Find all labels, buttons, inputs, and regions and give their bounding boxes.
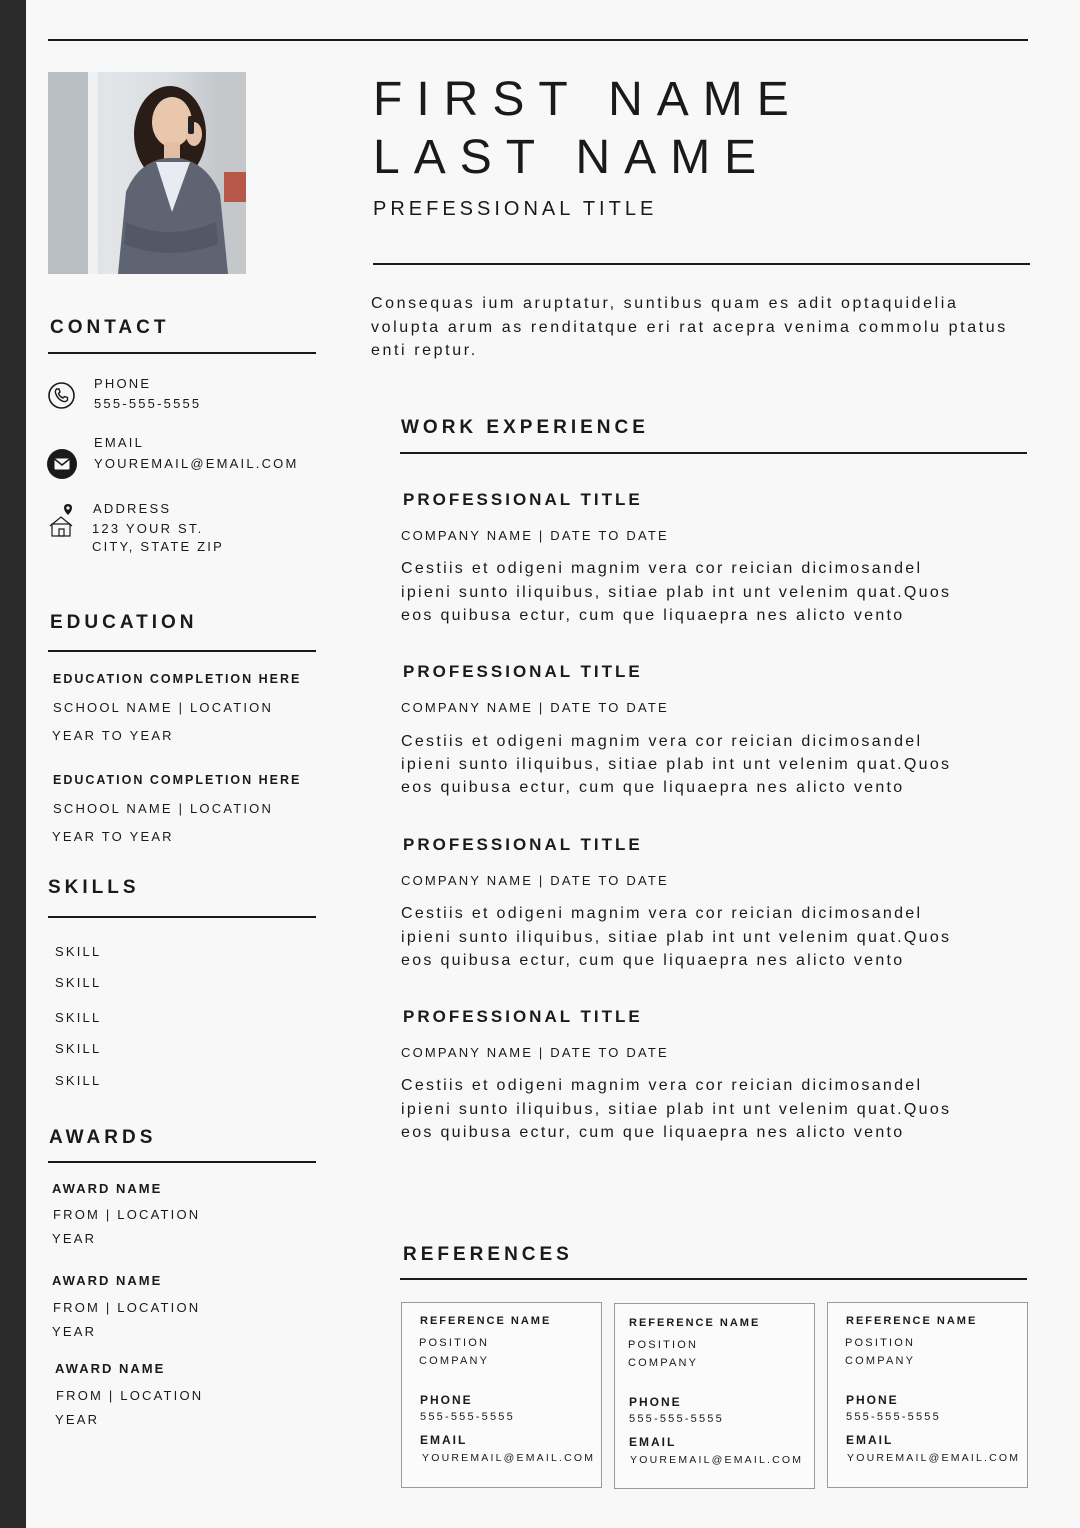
award-from: FROM | LOCATION [53,1207,201,1222]
job-description-line: Cestiis et odigeni magnim vera cor reician dicimosandel [401,1077,923,1094]
reference-company: COMPANY [845,1355,916,1367]
header-rule [373,263,1030,265]
award-from: FROM | LOCATION [56,1388,204,1403]
contact-heading: CONTACT [50,317,170,338]
address-line1: 123 YOUR ST. [92,521,204,536]
reference-phone[interactable]: 555-555-5555 [420,1411,515,1423]
education-years: YEAR TO YEAR [52,728,174,743]
reference-name: REFERENCE NAME [420,1315,552,1327]
skills-heading: SKILLS [48,877,140,898]
address-icon [48,502,76,543]
reference-position: POSITION [845,1337,916,1349]
education-rule [48,650,316,652]
job-title: PROFESSIONAL TITLE [403,490,643,509]
reference-phone-label: PHONE [629,1395,682,1409]
education-title: EDUCATION COMPLETION HERE [53,672,302,686]
skill-item: SKILL [55,1010,102,1025]
education-school: SCHOOL NAME | LOCATION [53,801,274,816]
reference-card [401,1302,602,1488]
education-years: YEAR TO YEAR [52,829,174,844]
last-name: LAST NAME [373,131,771,184]
award-name: AWARD NAME [52,1273,163,1288]
job-description-line: Cestiis et odigeni magnim vera cor reician dicimosandel [401,560,923,577]
reference-card [614,1303,815,1489]
reference-email[interactable]: YOUREMAIL@EMAIL.COM [847,1452,1021,1464]
phone-icon [47,381,76,415]
job-description-line: ipieni sunto iliquibus, sitiae plab int unt velenim quat.Quos [401,756,952,773]
award-name: AWARD NAME [52,1181,163,1196]
job-title: PROFESSIONAL TITLE [403,662,643,681]
summary-text: Consequas ium aruptatur, suntibus quam es adit optaquidelia volupta arum as renditatque eri rat acepra venima commolu ptatus enti reptur. [371,295,1008,359]
email-label: EMAIL [94,435,145,450]
awards-heading: AWARDS [49,1127,157,1148]
reference-company: COMPANY [628,1357,699,1369]
reference-email[interactable]: YOUREMAIL@EMAIL.COM [422,1452,596,1464]
contact-rule [48,352,316,354]
phone-label: PHONE [94,376,152,391]
job-company: COMPANY NAME | DATE TO DATE [401,873,669,888]
email-value[interactable]: YOUREMAIL@EMAIL.COM [94,456,299,471]
award-from: FROM | LOCATION [53,1300,201,1315]
award-year: YEAR [52,1324,97,1339]
job-description-line: eos quibusa ectur, cum que liquaepra nes alicto vento [401,1124,905,1141]
job-description-line: ipieni sunto iliquibus, sitiae plab int unt velenim quat.Quos [401,929,952,946]
reference-company: COMPANY [419,1355,490,1367]
job-description-line: ipieni sunto iliquibus, sitiae plab int unt velenim quat.Quos [401,1101,952,1118]
education-school: SCHOOL NAME | LOCATION [53,700,274,715]
references-rule [400,1278,1027,1280]
references-heading: REFERENCES [403,1244,573,1265]
job-description-line: ipieni sunto iliquibus, sitiae plab int unt velenim quat.Quos [401,584,952,601]
work-heading: WORK EXPERIENCE [401,417,649,438]
reference-phone-label: PHONE [846,1393,899,1407]
sidebar-strip [0,0,26,1528]
reference-phone-label: PHONE [420,1393,473,1407]
job-title: PROFESSIONAL TITLE [403,1007,643,1026]
address-line2: CITY, STATE ZIP [92,539,224,554]
reference-phone[interactable]: 555-555-5555 [846,1411,941,1423]
profile-photo-illustration [48,72,246,274]
job-company: COMPANY NAME | DATE TO DATE [401,528,669,543]
reference-position: POSITION [628,1339,699,1351]
award-name: AWARD NAME [55,1361,166,1376]
phone-value[interactable]: 555-555-5555 [94,396,202,411]
education-heading: EDUCATION [50,612,198,633]
profile-photo [48,72,246,274]
reference-email[interactable]: YOUREMAIL@EMAIL.COM [630,1454,804,1466]
award-year: YEAR [52,1231,97,1246]
job-description-line: eos quibusa ectur, cum que liquaepra nes alicto vento [401,779,905,796]
address-label: ADDRESS [93,501,172,516]
reference-email-label: EMAIL [420,1433,468,1447]
skill-item: SKILL [55,944,102,959]
email-icon [46,448,78,485]
skill-item: SKILL [55,975,102,990]
job-title: PROFESSIONAL TITLE [403,835,643,854]
reference-name: REFERENCE NAME [846,1315,978,1327]
professional-title: PREFESSIONAL TITLE [373,198,658,220]
first-name: FIRST NAME [373,73,803,126]
awards-rule [48,1161,316,1163]
job-description-line: Cestiis et odigeni magnim vera cor reician dicimosandel [401,733,923,750]
reference-email-label: EMAIL [629,1435,677,1449]
top-rule [48,39,1028,41]
award-year: YEAR [55,1412,100,1427]
skills-rule [48,916,316,918]
reference-email-label: EMAIL [846,1433,894,1447]
reference-phone[interactable]: 555-555-5555 [629,1413,724,1425]
skill-item: SKILL [55,1073,102,1088]
job-company: COMPANY NAME | DATE TO DATE [401,1045,669,1060]
reference-position: POSITION [419,1337,490,1349]
job-description-line: eos quibusa ectur, cum que liquaepra nes alicto vento [401,952,905,969]
skill-item: SKILL [55,1041,102,1056]
education-title: EDUCATION COMPLETION HERE [53,773,302,787]
reference-name: REFERENCE NAME [629,1317,761,1329]
job-description-line: eos quibusa ectur, cum que liquaepra nes alicto vento [401,607,905,624]
job-company: COMPANY NAME | DATE TO DATE [401,700,669,715]
job-description-line: Cestiis et odigeni magnim vera cor reician dicimosandel [401,905,923,922]
reference-card [827,1302,1028,1488]
work-rule [400,452,1027,454]
